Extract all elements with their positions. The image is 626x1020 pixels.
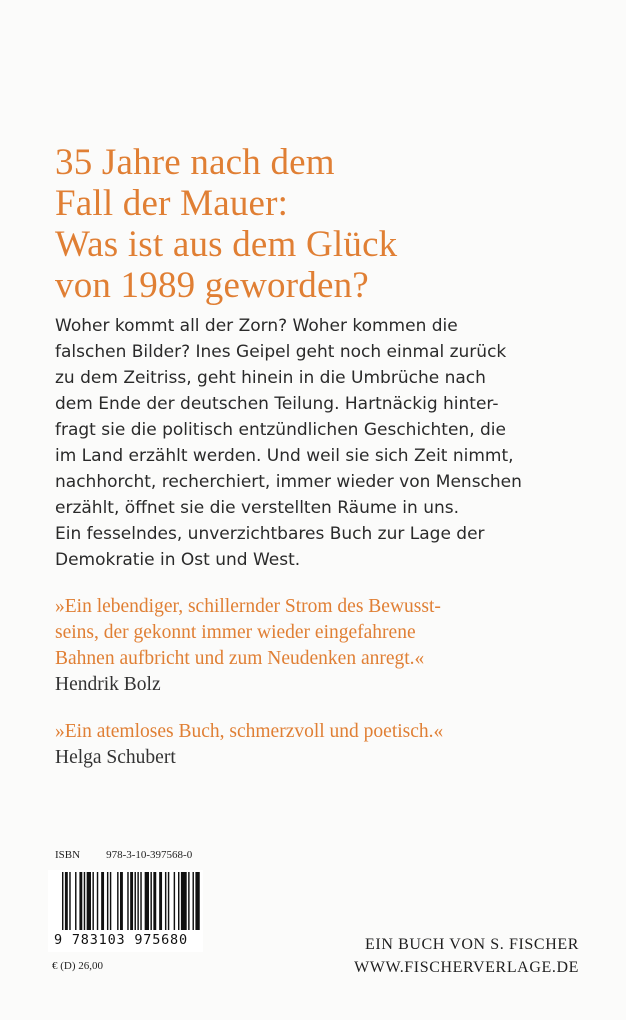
barcode-bar: [87, 872, 91, 930]
barcode-bar: [130, 872, 133, 930]
barcode-bar: [145, 872, 149, 930]
quote-author: Hendrik Bolz: [55, 674, 161, 695]
barcode-bar: [168, 872, 169, 930]
quote-author: Helga Schubert: [55, 747, 176, 768]
barcode-bar: [150, 872, 151, 930]
barcode-bar: [62, 872, 63, 930]
blurb-line: zu dem Zeitriss, geht hinein in die Umbrüche nach: [55, 368, 486, 388]
blurb-line: nachhorcht, recherchiert, immer wieder von Menschen: [55, 472, 522, 492]
barcode-bar: [135, 872, 136, 930]
barcode-bar: [84, 872, 85, 930]
barcode-bar: [107, 872, 108, 930]
barcode-bar: [79, 872, 82, 930]
barcode-bar: [159, 872, 162, 930]
barcode-bar: [165, 872, 166, 930]
blurb-line: im Land erzählt werden. Und weil sie sich Zeit nimmt,: [55, 446, 514, 466]
barcode-bar: [140, 872, 141, 930]
publisher-line: EIN BUCH VON S. FISCHER: [365, 936, 579, 953]
barcode-bar: [174, 872, 175, 930]
barcode-bar: [65, 872, 68, 930]
blurb-line: Ein fesselndes, unverzichtbares Buch zur Lage der: [55, 524, 485, 544]
isbn: [55, 849, 192, 861]
headline-line: 35 Jahre nach dem: [55, 142, 335, 183]
blurb-text: [55, 313, 522, 573]
barcode-bar: [101, 872, 104, 930]
headline-line: Was ist aus dem Glück: [55, 224, 398, 265]
barcode-bar: [137, 872, 138, 930]
barcode-bar: [75, 872, 76, 930]
blurb-line: fragt sie die politisch entzündlichen Geschichten, die: [55, 420, 506, 440]
blurb-line: Woher kommt all der Zorn? Woher kommen die: [55, 316, 458, 336]
isbn-label: ISBN: [55, 849, 81, 861]
barcode-bar: [193, 872, 194, 930]
blurb-line: erzählt, öffnet sie die verstellten Räume in uns.: [55, 498, 459, 518]
barcode-bar: [195, 872, 199, 930]
barcode-bar: [127, 872, 128, 930]
barcode-digits: 9 783103 975680: [54, 932, 188, 948]
isbn-number: 978-3-10-397568-0: [106, 849, 193, 861]
quote-line: Bahnen aufbricht und zum Neudenken anregt.«: [55, 648, 425, 669]
quote-line: seins, der gekonnt immer wieder eingefahrene: [55, 622, 416, 643]
barcode-bar: [188, 872, 189, 930]
barcode-bar: [92, 872, 93, 930]
barcode-bar: [120, 872, 123, 930]
barcode: [48, 870, 203, 952]
barcode-bar: [117, 872, 118, 930]
quote-line: »Ein lebendiger, schillernder Strom des Bewusst-: [55, 596, 441, 617]
headline-line: von 1989 geworden?: [55, 265, 369, 306]
barcode-bar: [97, 872, 98, 930]
review-quote-bolz: [55, 594, 441, 698]
barcode-bars: [48, 870, 203, 934]
barcode-bar: [69, 872, 70, 930]
blurb-line: falschen Bilder? Ines Geipel geht noch einmal zurück: [55, 342, 507, 362]
blurb-line: dem Ende der deutschen Teilung. Hartnäckig hinter-: [55, 394, 499, 414]
headline: [55, 142, 397, 306]
publisher-website: WWW.FISCHERVERLAGE.DE: [354, 959, 579, 976]
quote-line: »Ein atemloses Buch, schmerzvoll und poetisch.«: [55, 721, 444, 742]
review-quote-schubert: [55, 719, 443, 771]
barcode-bar: [181, 872, 187, 930]
barcode-bar: [178, 872, 179, 930]
barcode-bar: [153, 872, 156, 930]
barcode-bar: [110, 872, 111, 930]
blurb-line: Demokratie in Ost und West.: [55, 550, 301, 570]
price: € (D) 26,00: [52, 960, 104, 972]
headline-line: Fall der Mauer:: [55, 183, 289, 224]
publisher-info: [354, 933, 579, 979]
